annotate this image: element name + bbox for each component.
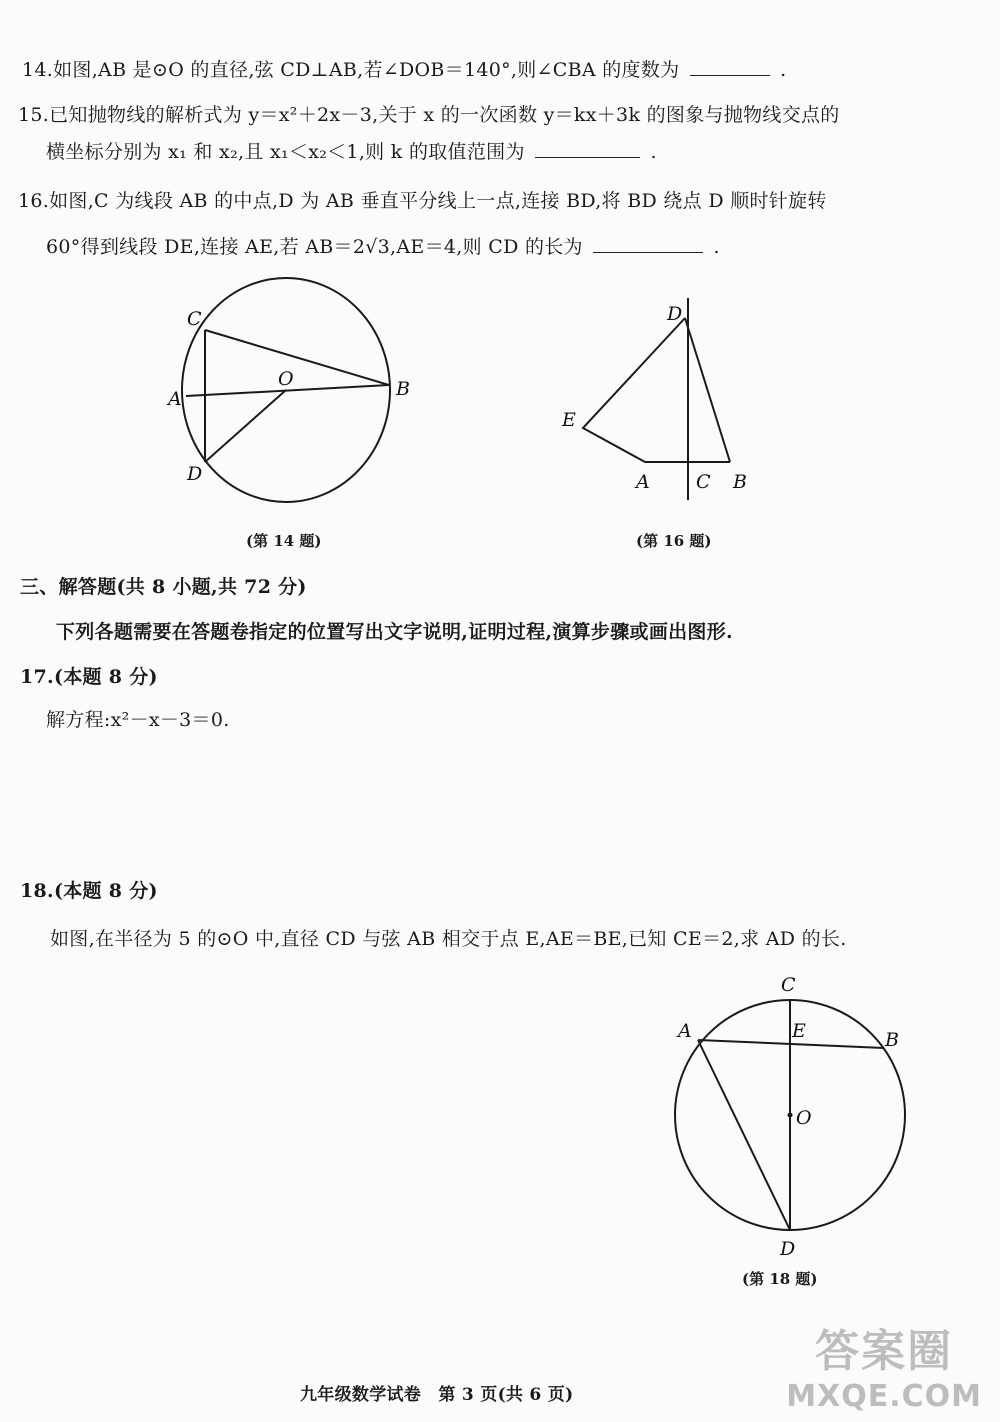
fig18-label-o: O xyxy=(796,1107,812,1129)
fig14-radius-od xyxy=(205,390,286,462)
fig16-label-c: C xyxy=(696,471,711,493)
fig14-label-c: C xyxy=(187,308,202,330)
question-16-end: . xyxy=(713,236,720,258)
question-17-header: 17.(本题 8 分) xyxy=(20,666,158,688)
question-15-end: . xyxy=(650,141,657,163)
fig14-chord-cb xyxy=(205,330,389,385)
watermark-cn: 答案圈 xyxy=(815,1326,954,1377)
fig14-label-b: B xyxy=(396,378,410,400)
figure-18-caption: (第 18 题) xyxy=(742,1270,818,1288)
page-footer: 九年级数学试卷 第 3 页(共 6 页) xyxy=(300,1385,574,1405)
figure-14-caption: (第 14 题) xyxy=(246,532,322,550)
fig18-label-c: C xyxy=(781,974,796,996)
fig16-label-e: E xyxy=(562,409,576,431)
fig18-label-a: A xyxy=(678,1020,692,1042)
question-15-line1: 15.已知抛物线的解析式为 y＝x²＋2x－3,关于 x 的一次函数 y＝kx＋3k 的图象与抛物线交点的 xyxy=(18,104,840,126)
fig14-label-a: A xyxy=(168,388,182,410)
section-3-instruction: 下列各题需要在答题卷指定的位置写出文字说明,证明过程,演算步骤或画出图形. xyxy=(56,621,733,643)
fig18-label-e: E xyxy=(792,1020,806,1042)
question-18-body: 如图,在半径为 5 的⊙O 中,直径 CD 与弦 AB 相交于点 E,AE＝BE,已知 CE＝2,求 AD 的长. xyxy=(50,928,847,950)
watermark-en: MXQE.COM xyxy=(786,1379,982,1414)
question-18-header: 18.(本题 8 分) xyxy=(20,880,158,902)
fig16-label-b: B xyxy=(733,471,747,493)
fig16-segment-db xyxy=(685,318,730,462)
section-3-heading: 三、解答题(共 8 小题,共 72 分) xyxy=(20,576,307,598)
fig18-label-b: B xyxy=(885,1029,899,1051)
question-16-line1: 16.如图,C 为线段 AB 的中点,D 为 AB 垂直平分线上一点,连接 BD,将 BD 绕点 D 顺时针旋转 xyxy=(18,190,827,212)
fig18-center-dot xyxy=(788,1113,793,1118)
figure-16-caption: (第 16 题) xyxy=(636,532,712,550)
question-14-end: . xyxy=(780,59,787,81)
figure-16 xyxy=(583,298,730,500)
question-16-line2-text: 60°得到线段 DE,连接 AE,若 AB＝2√3,AE＝4,则 CD 的长为 xyxy=(46,236,583,258)
question-14-text: 14.如图,AB 是⊙O 的直径,弦 CD⊥AB,若∠DOB＝140°,则∠CBA 的度数为 xyxy=(22,59,680,81)
figure-14 xyxy=(182,278,390,502)
fig16-label-a: A xyxy=(636,471,650,493)
fig14-label-o: O xyxy=(278,368,294,390)
fig14-label-d: D xyxy=(187,463,203,485)
watermark-logo xyxy=(786,1315,982,1414)
fig18-label-d: D xyxy=(780,1238,796,1260)
fig18-segment-ad xyxy=(698,1040,790,1230)
question-17-body: 解方程:x²－x－3＝0. xyxy=(46,709,230,731)
question-15-line2-text: 横坐标分别为 x₁ 和 x₂,且 x₁＜x₂＜1,则 k 的取值范围为 xyxy=(46,141,525,163)
fig16-label-d: D xyxy=(667,303,683,325)
